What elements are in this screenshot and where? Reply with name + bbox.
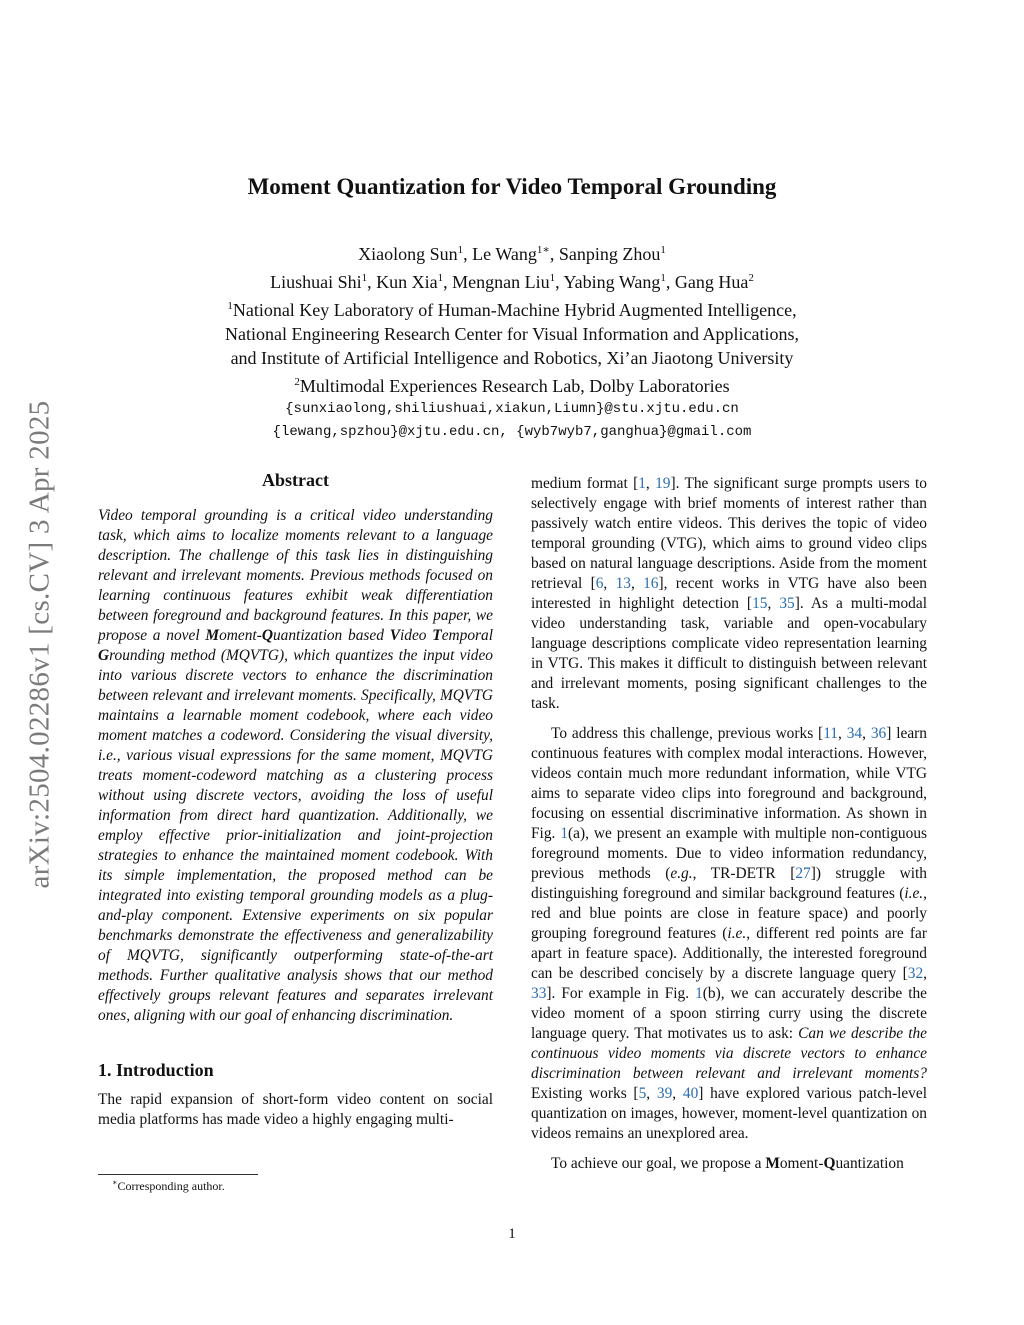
citation-link[interactable]: 11: [823, 725, 839, 742]
body-text: Existing works [: [531, 1085, 639, 1102]
abstract-body: [98, 506, 493, 1026]
section-heading-introduction: 1. Introduction: [98, 1060, 214, 1080]
separator: ,: [665, 272, 675, 292]
body-text: , different red points are far apart in feature space). Additionally, the interested foreground can be described concisely by a discrete language query [: [531, 925, 927, 982]
author-name: Liushuai Shi: [270, 272, 362, 292]
separator: ,: [463, 244, 473, 264]
body-text: ]) struggle with distinguishing foreground and similar background features (: [531, 865, 927, 902]
citation-link[interactable]: 33: [531, 985, 547, 1002]
body-text: To address this challenge, previous works [: [551, 725, 824, 742]
affiliation-mark: 2: [748, 272, 754, 284]
citation-link[interactable]: 15: [752, 595, 768, 612]
citation-link[interactable]: 13: [615, 575, 631, 592]
figure-link[interactable]: 1: [695, 985, 703, 1002]
body-paragraph-2: [531, 724, 927, 1144]
author-name: Yabing Wang: [563, 272, 661, 292]
paper-title: Moment Quantization for Video Temporal Grounding: [247, 174, 777, 199]
separator: ,: [838, 725, 847, 742]
arxiv-stamp: [12, 362, 68, 927]
separator: ,: [367, 272, 377, 292]
latin-abbreviation: i.e.: [727, 925, 747, 942]
citation-link[interactable]: 39: [656, 1085, 673, 1102]
affiliation-1-line-3: and Institute of Artificial Intelligence and Robotics, Xi’an Jiaotong University: [230, 348, 794, 368]
author-name: Mengnan Liu: [452, 272, 550, 292]
separator: ,: [767, 595, 780, 612]
affiliation-mark: 1: [660, 244, 666, 256]
email-line-2: {lewang,spzhou}@xjtu.edu.cn, {wyb7wyb7,ganghua}@gmail.com: [272, 424, 752, 440]
body-text: ], recent works in VTG have also been interested in highlight detection [: [531, 575, 927, 612]
affiliation-2: [0, 370, 1024, 398]
citation-link[interactable]: 32: [907, 965, 924, 982]
footnote-text: Corresponding author.: [117, 1179, 225, 1193]
author-name: Gang Hua: [674, 272, 749, 292]
acronym-letter: Q: [261, 627, 273, 644]
citation-link[interactable]: 34: [846, 725, 863, 742]
author-name: Le Wang: [472, 244, 537, 264]
intro-paragraph-1: The rapid expansion of short-form video content on social media platforms has made video a highly engaging multi-: [98, 1091, 493, 1128]
email-line-1: {sunxiaolong,shiliushuai,xiakun,Liumn}@stu.xjtu.edu.cn: [285, 401, 739, 417]
affiliation-mark: 1: [227, 300, 233, 312]
separator: ,: [645, 475, 656, 492]
affiliation-mark: 1: [361, 272, 368, 284]
affiliation-text: National Key Laboratory of Human-Machine Hybrid Augmented Intelligence,: [232, 300, 797, 320]
body-text: , TR-DETR [: [692, 865, 796, 882]
body-paragraph-1: [531, 474, 927, 714]
body-text: ]. As a multi-modal video understanding task, variable and open-vocabulary language descriptions complicate video representation learning in VTG. This makes it difficult to distinguish between relevant and irrelevant moments, posing significant challenges to the task.: [531, 595, 927, 712]
left-column: [98, 470, 493, 1130]
body-text: , red and blue points are close in feature space) and poorly grouping foreground features (: [531, 885, 927, 942]
footnote-mark: ∗: [112, 1178, 118, 1187]
abstract-text: uantization based: [272, 627, 390, 644]
body-text: ] learn continuous features with complex modal interactions. However, videos contain much more redundant information, while VTG aims to separate video clips into foreground and background, focusing on essential discriminative information. As shown in Fig.: [531, 725, 927, 842]
body-text: oment-: [779, 1155, 824, 1172]
affiliation-mark: 1∗: [536, 244, 550, 256]
author-name: Kun Xia: [376, 272, 438, 292]
author-name: Xiaolong Sun: [358, 244, 458, 264]
author-block: [0, 238, 1024, 444]
acronym-letter: M: [205, 627, 220, 644]
citation-link[interactable]: 19: [655, 475, 671, 492]
author-line-2: [0, 266, 1024, 294]
latin-abbreviation: i.e.: [904, 885, 924, 902]
affiliation-text: Multimodal Experiences Research Lab, Dolby Laboratories: [299, 376, 730, 396]
acronym-letter: Q: [823, 1155, 836, 1172]
right-column: [531, 474, 927, 1174]
affiliation-mark: 2: [294, 376, 300, 388]
citation-link[interactable]: 35: [779, 595, 795, 612]
acronym-letter: M: [765, 1155, 780, 1172]
separator: ,: [862, 725, 871, 742]
separator: ,: [923, 965, 927, 982]
acronym-letter: V: [389, 627, 400, 644]
research-question: Can we describe the continuous video moments via discrete vectors to enhance discrimination between relevant and irrelevant moments?: [531, 1025, 927, 1082]
body-text: medium format [: [531, 475, 639, 492]
body-text: ]. For example in Fig.: [546, 985, 696, 1002]
abstract-text: emporal: [441, 627, 493, 644]
separator: ,: [555, 272, 564, 292]
acronym-letter: G: [98, 647, 110, 664]
separator: ,: [443, 272, 453, 292]
arxiv-identifier: arXiv:2504.02286v1 [cs.CV] 3 Apr 2025: [23, 400, 56, 889]
citation-link[interactable]: 6: [595, 575, 604, 592]
abstract-text: ideo: [399, 627, 433, 644]
author-line-1: [0, 238, 1024, 266]
figure-link[interactable]: 1: [560, 825, 569, 842]
affiliation-mark: 1: [457, 244, 464, 256]
separator: ,: [549, 244, 559, 264]
body-text: uantization: [835, 1155, 904, 1172]
abstract-heading: Abstract: [262, 470, 329, 490]
affiliation-mark: 1: [437, 272, 444, 284]
citation-link[interactable]: 5: [638, 1085, 647, 1102]
body-text: ]. The significant surge prompts users to selectively engage with brief moments of interest rather than passively watch entire videos. This derives the topic of video temporal grounding (VTG), which aims to ground video clips based on natural language descriptions. Aside from the moment retrieval [: [531, 475, 927, 592]
affiliation-1-line-2: National Engineering Research Center for Visual Information and Applications,: [225, 324, 799, 344]
acronym-letter: T: [432, 627, 442, 644]
author-name: Sanping Zhou: [558, 244, 661, 264]
body-text: To achieve our goal, we propose a: [551, 1155, 766, 1172]
separator: ,: [630, 575, 644, 592]
body-text: ] have explored various patch-level quantization on images, however, moment-level quantization on videos remains an unexplored area.: [531, 1085, 927, 1142]
citation-link[interactable]: 40: [682, 1085, 699, 1102]
footnote-rule: [98, 1174, 258, 1175]
separator: ,: [603, 575, 616, 592]
page-number: 1: [508, 1226, 516, 1242]
affiliation-1: [0, 294, 1024, 322]
affiliation-mark: 1: [549, 272, 556, 284]
body-text: (b), we can accurately describe the video moment of a spoon stirring curry using the discrete language query. That motivates us to ask:: [531, 985, 927, 1042]
abstract-text: Video temporal grounding is a critical video understanding task, which aims to localize moments relevant to a language description. The challenge of this task lies in distinguishing relevant and irrelevant moments. Previous methods focused on learning continuous features exhibit weak differentiation between foreground and background features. In this paper, we propose a novel: [98, 507, 493, 644]
body-text: (a), we present an example with multiple non-contiguous foreground moments. Due to video information redundancy, previous methods (: [531, 825, 927, 882]
abstract-text: oment-: [219, 627, 262, 644]
footnote: [112, 1178, 225, 1194]
abstract-text: rounding method (MQVTG), which quantizes the input video into various discrete vectors to enhance the discrimination between relevant and irrelevant moments. Specifically, MQVTG maintains a learnable moment codebook, where each video moment matches a codeword. Considering the visual diversity, i.e., various visual expressions for the same moment, MQVTG treats moment-codeword matching as a clustering process without using discrete vectors, avoiding the loss of useful information from direct hard quantization. Additionally, we employ effective prior-initialization and joint-projection strategies to enhance the maintained moment codebook. With its simple implementation, the proposed method can be integrated into existing temporal grounding models as a plug-and-play component. Extensive experiments on six popular benchmarks demonstrate the effectiveness and generalizability of MQVTG, significantly outperforming state-of-the-art methods. Further qualitative analysis shows that our method effectively groups relevant features and separates irrelevant ones, aligning with our goal of enhancing discrimination.: [98, 647, 493, 1024]
affiliation-mark: 1: [660, 272, 666, 284]
body-paragraph-3: [531, 1154, 927, 1174]
latin-abbreviation: e.g.: [670, 865, 693, 882]
citation-link[interactable]: 27: [795, 865, 811, 882]
citation-link[interactable]: 36: [870, 725, 887, 742]
separator: ,: [646, 1085, 657, 1102]
separator: ,: [672, 1085, 683, 1102]
citation-link[interactable]: 1: [638, 475, 646, 492]
citation-link[interactable]: 16: [643, 575, 659, 592]
